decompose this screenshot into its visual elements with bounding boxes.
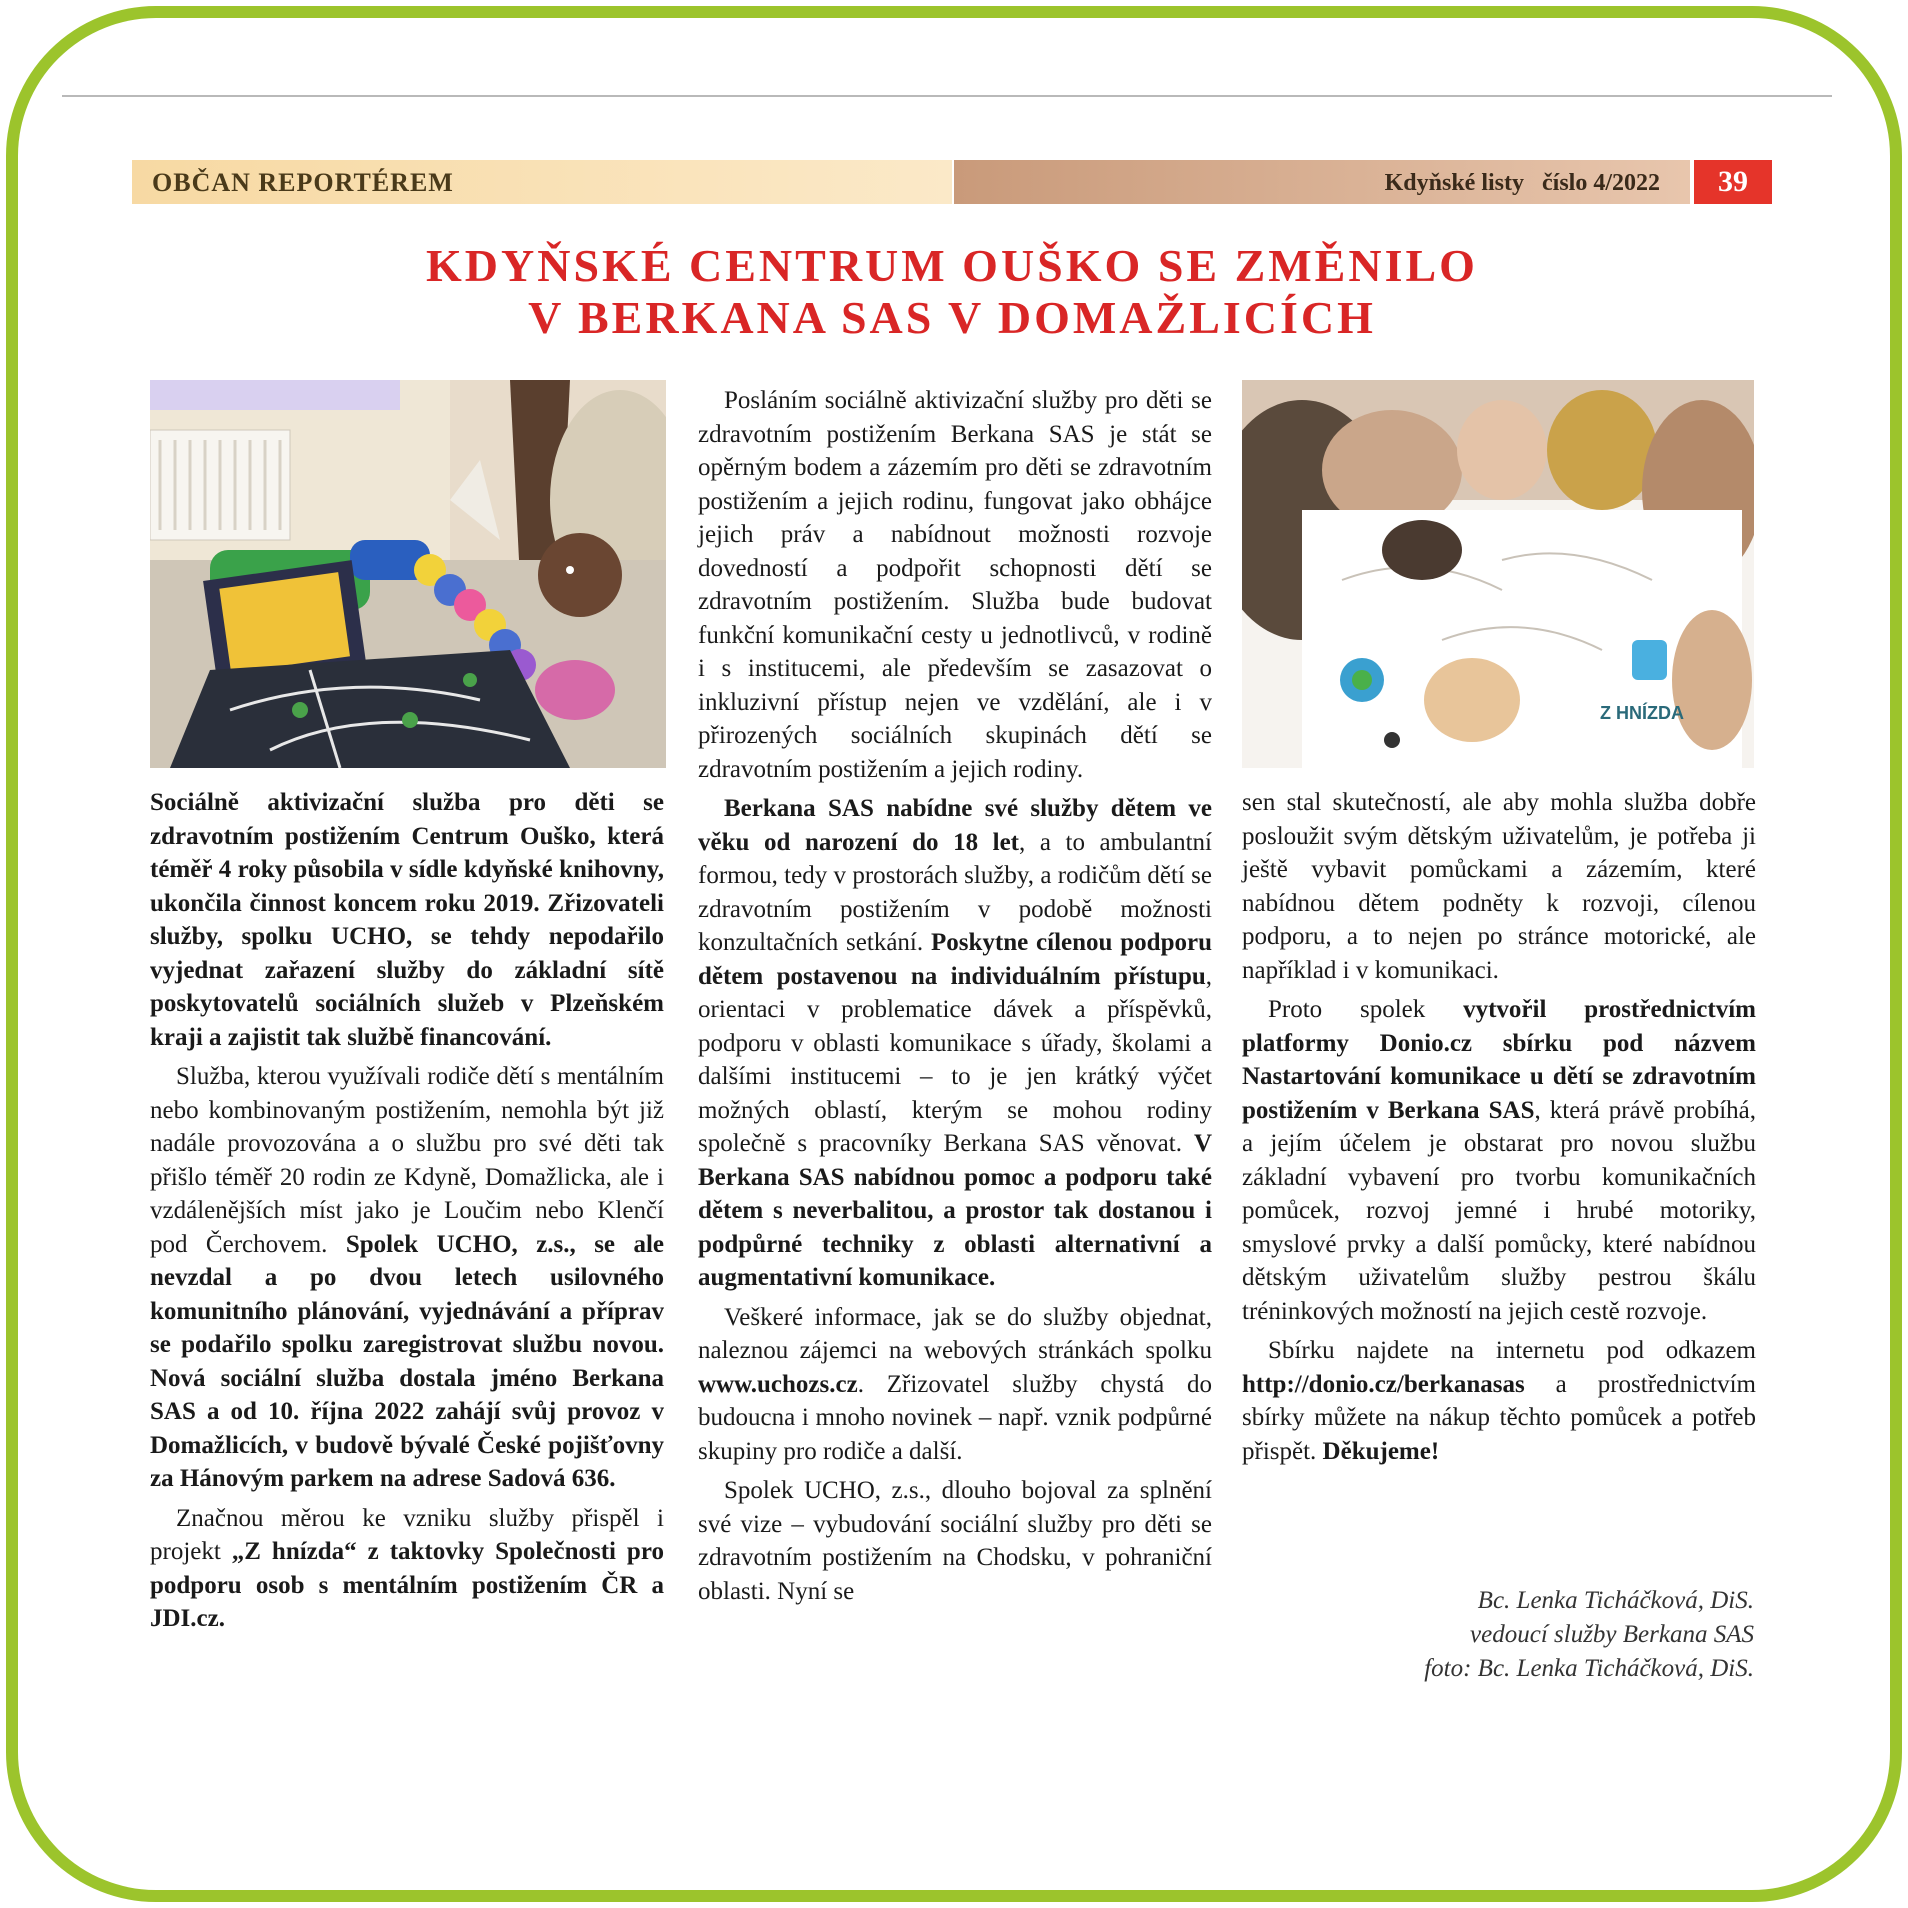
photo-credit: foto: Bc. Lenka Ticháčková, DiS.: [1424, 1655, 1754, 1682]
text-span: Sbírku najdete na internetu pod odkazem: [1268, 1337, 1756, 1364]
title-line-1: KDYŇSKÉ CENTRUM OUŠKO SE ZMĚNILO: [426, 240, 1478, 291]
bold-span: V Berkana SAS nabídnou pomoc a podporu také dětem s neverbalitou, a prostor tak dostanou i podpůrné techniky z oblasti alternativní a augmentativní komunikace.: [698, 1130, 1212, 1291]
paragraph: [150, 1502, 664, 1636]
text-span: . Zřizovatel služby chystá do budoucna i mnoho novinek – např. vznik podpůrné skupiny pro rodiče a další.: [698, 1370, 1212, 1465]
paragraph: Posláním sociálně aktivizační služby pro děti se zdravotním postižením Berkana SAS je stát se opěrným bodem a zázemím pro děti se zdravotním postižením a jejich rodinu, fungovat jako obhájce jejich práv a nabídnout možnosti rozvoje dovedností a podpořit schopnosti dětí se zdravotním postižením. Služba bude budovat funkční komunikační cesty u jednotlivců, v rodině i s institucemi, ale především se zasazovat o inkluzivní přístup nejen ve vzdělání, ale i v přirozených sociálních skupinách dětí se zdravotním postižením a jejich rodiny.: [698, 387, 1212, 783]
paragraph: [698, 792, 1212, 1295]
section-title: OBČAN REPORTÉREM: [152, 168, 454, 197]
article-signature: [1242, 1584, 1754, 1686]
playroom-photo: [150, 380, 666, 768]
author-name: Bc. Lenka Ticháčková, DiS.: [1477, 1587, 1754, 1614]
author-role: vedoucí služby Berkana SAS: [1470, 1621, 1754, 1648]
text-span: , a to ambulantní formou, tedy v prostorách služby, a rodičům dětí se zdravotním postižením v podobě možnosti konzultačních setkání.: [698, 828, 1212, 956]
text-span: Služba, kterou využívali rodiče dětí s mentálním nebo kombinovaným postižením, nemohla být již nadále provozována a o službu pro své děti tak přišlo téměř 20 rodin ze Kdyně, Domažlicka, ale i vzdálenějších míst jako je Loučim nebo Klenčí pod Čerchovem.: [150, 1063, 664, 1258]
bold-span: Spolek UCHO, z.s., se ale nevzdal a po dvou letech usilovného komunitního plánování, vyjednávání a příprav se podařilo spolku zaregistrovat službu novou. Nová sociální služba dostala jméno Berkana SAS a od 10. října 2022 zahájí svůj provoz v Domažlicích, v budově bývalé České pojišťovny za Hánovým parkem na adrese Sadová 636.: [150, 1230, 664, 1492]
article-column-1: [150, 786, 664, 1642]
photo-logo-text: Z HNÍZDA: [1600, 703, 1684, 723]
text-span: Veškeré informace, jak se do služby objednat, naleznou zájemci na webových stránkách spolku: [698, 1303, 1212, 1364]
page-number: 39: [1694, 160, 1772, 204]
article-title: [132, 240, 1772, 344]
publication-info: Kdyňské listy číslo 4/2022: [1384, 170, 1660, 196]
bold-span: Berkana SAS nabídne své služby dětem ve věku od narození do 18 let: [698, 795, 1212, 856]
title-line-2: V BERKANA SAS V DOMAŽLICÍCH: [528, 292, 1376, 343]
lead-paragraph: [150, 786, 664, 1054]
text-span: Proto spolek: [1268, 996, 1464, 1023]
section-banner: [132, 160, 952, 204]
paragraph: Spolek UCHO, z.s., dlouho bojoval za splnění své vize – vybudování sociální služby pro děti se zdravotním postižením na Chodsku, v pohraniční oblasti. Nyní se: [698, 1477, 1212, 1605]
publication-banner: [954, 160, 1690, 204]
paragraph: [1242, 1334, 1756, 1468]
bold-span: Poskytne cílenou podporu dětem postavenou na individuálním přístupu: [698, 929, 1212, 990]
playroom-illustration: [150, 380, 666, 768]
article-column-3: [1242, 786, 1756, 1474]
text-span: , která právě probíhá, a jejím účelem je obstarat pro novou službu základní vybavení pro tvorbu komunikačních pomůcek, rozvoj jemné i hrubé motoriky, smyslové prvky a další pomůcky, které nabídnou dětským uživatelům služby pestrou škálu tréninkových možností na jejich cestě rozvoje.: [1242, 1096, 1756, 1325]
bold-span: Děkujeme!: [1322, 1437, 1440, 1465]
website-link[interactable]: www.uchozs.cz: [698, 1370, 858, 1398]
children-drawing-photo: [1242, 380, 1754, 768]
text-span: a prostřednictvím sbírky můžete na nákup těchto pomůcek a potřeb přispět.: [1242, 1370, 1756, 1465]
lead-text: Sociálně aktivizační služba pro děti se zdravotním postižením Centrum Ouško, která téměř 4 roky působila v sídle kdyňské knihovny, ukončila činnost koncem roku 2019. Zřizovateli služby, spolku UCHO, se tehdy nepodařilo vyjednat zařazení služby do základní sítě poskytovatelů sociálních služeb v Plzeňském kraji a zajistit tak službě financování.: [150, 789, 664, 1051]
text-span: , orientaci v problematice dávek a příspěvků, podporu v oblasti komunikace s úřady, školami a dalšími institucemi – to je jen krátký výčet možných oblastí, kterým se mohou rodiny společně s pracovníky Berkana SAS věnovat.: [698, 962, 1212, 1157]
top-divider: [62, 95, 1832, 97]
article-column-2: [698, 384, 1212, 1614]
bold-span: „Z hnízda“ z taktovky Společnosti pro podporu osob s mentálním postižením ČR a JDI.cz.: [150, 1538, 664, 1632]
paragraph: [150, 1060, 664, 1496]
text-span: Značnou měrou ke vzniku služby přispěl i projekt: [150, 1504, 664, 1565]
paragraph: sen stal skutečností, ale aby mohla služba dobře posloužit svým dětským uživatelům, je potřeba ji ještě vybavit pomůckami a zázemím, které nabídnou dětem podněty k rozvoji, cílenou podporu, a to nejen po stránce motorické, ale například i v komunikaci.: [1242, 789, 1756, 984]
donio-link[interactable]: http://donio.cz/berkanasas: [1242, 1370, 1525, 1398]
bold-span: vytvořil prostřednictvím platformy Donio.cz sbírku pod názvem Nastartování komunikace u dětí se zdravotním postižením v Berkana SAS: [1242, 996, 1756, 1124]
paragraph: [698, 1301, 1212, 1469]
page-header: [132, 160, 1768, 204]
paragraph: [1242, 993, 1756, 1328]
